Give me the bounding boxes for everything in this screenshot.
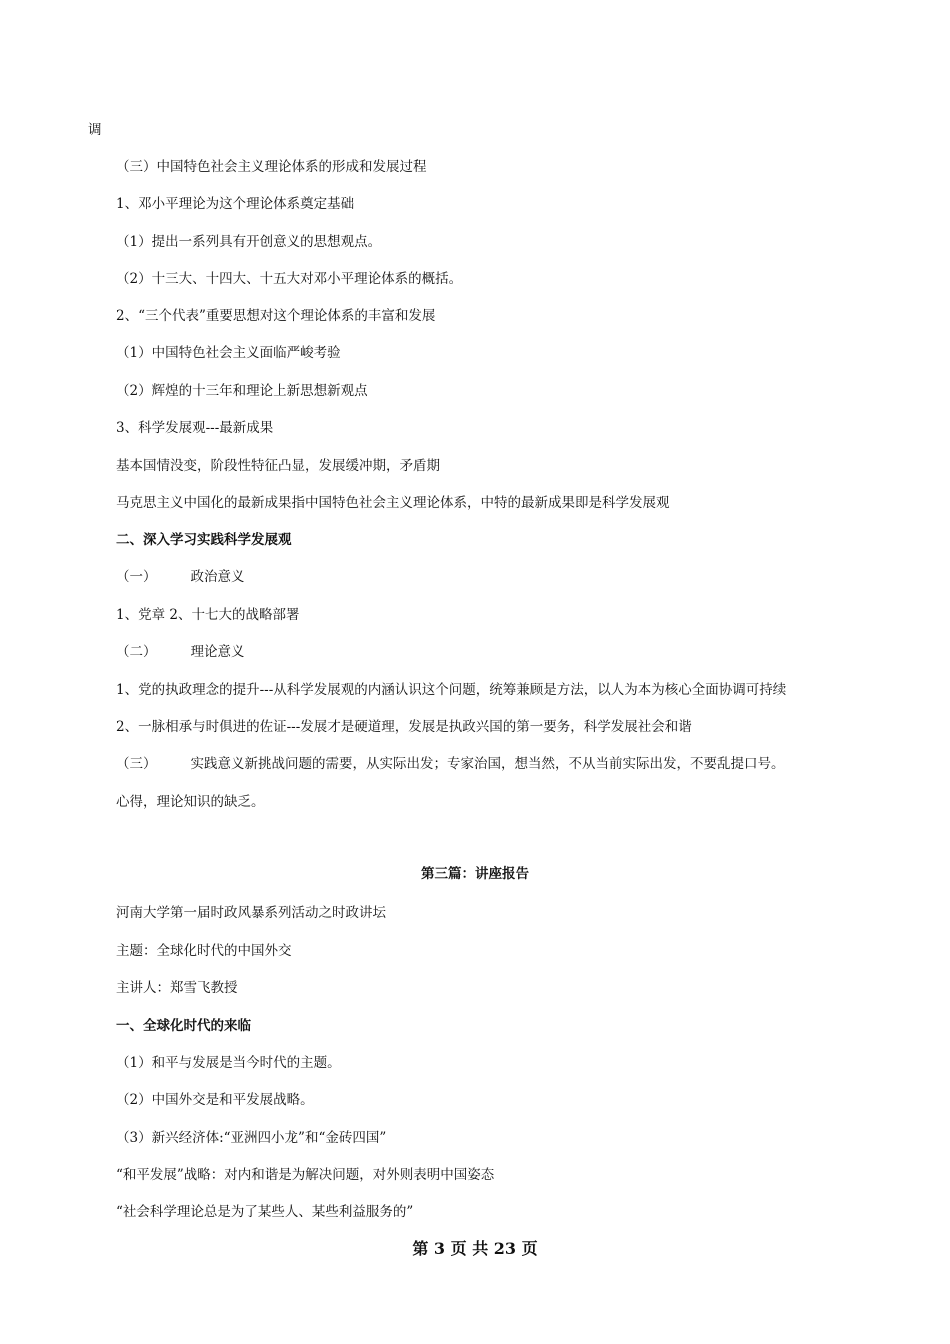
text-line: （3）新兴经济体:“亚洲四小龙”和“金砖四国” [116, 1130, 387, 1146]
section-heading: 一、全球化时代的来临 [116, 1018, 251, 1034]
text-line: （三）中国特色社会主义理论体系的形成和发展过程 [116, 159, 427, 175]
list-marker: （一） [116, 569, 157, 585]
list-marker: （三） [116, 756, 157, 772]
text-line [116, 643, 245, 661]
text-line: “和平发展”战略：对内和谐是为解决问题，对外则表明中国姿态 [116, 1167, 495, 1183]
text-line: 心得，理论知识的缺乏。 [116, 794, 265, 810]
text-line: 3、科学发展观---最新成果 [116, 420, 274, 436]
text-line: （2）十三大、十四大、十五大对邓小平理论体系的概括。 [116, 271, 463, 287]
text-line: 主题：全球化时代的中国外交 [116, 943, 292, 959]
text-line: （1）中国特色社会主义面临严峻考验 [116, 345, 341, 361]
page-footer: 第 3 页 共 23 页 [412, 1239, 538, 1258]
text-line: （2）辉煌的十三年和理论上新思想新观点 [116, 383, 368, 399]
list-text: 理论意义 [190, 644, 245, 660]
text-line: 河南大学第一届时政风暴系列活动之时政讲坛 [116, 905, 386, 921]
text-line: （1）提出一系列具有开创意义的思想观点。 [116, 234, 382, 250]
list-text: 政治意义 [190, 569, 245, 585]
list-text: 实践意义新挑战问题的需要，从实际出发；专家治国，想当然，不从当前实际出发，不要乱提口号。 [190, 756, 785, 772]
section-title: 第三篇：讲座报告 [421, 866, 529, 882]
text-line: 1、党的执政理念的提升---从科学发展观的内涵认识这个问题，统筹兼顾是方法，以人为本为核心全面协调可持续 [116, 682, 787, 698]
text-line: 1、党章 2、十七大的战略部署 [116, 607, 300, 623]
text-line: 主讲人：郑雪飞教授 [116, 980, 238, 996]
text-line: 2、“三个代表”重要思想对这个理论体系的丰富和发展 [116, 308, 436, 324]
section-heading: 二、深入学习实践科学发展观 [116, 532, 292, 548]
text-line: 2、一脉相承与时俱进的佐证---发展才是硬道理，发展是执政兴国的第一要务，科学发展社会和谐 [116, 719, 692, 735]
text-line: （1）和平与发展是当今时代的主题。 [116, 1055, 341, 1071]
text-line: 马克思主义中国化的最新成果指中国特色社会主义理论体系，中特的最新成果即是科学发展观 [116, 495, 670, 511]
text-line [116, 568, 245, 586]
text-line [116, 755, 785, 773]
text-line: “社会科学理论总是为了某些人、某些利益服务的” [116, 1204, 414, 1220]
text-line: 调 [88, 122, 102, 138]
list-marker: （二） [116, 644, 157, 660]
text-line: 1、邓小平理论为这个理论体系奠定基础 [116, 196, 355, 212]
text-line: （2）中国外交是和平发展战略。 [116, 1092, 314, 1108]
text-line: 基本国情没变，阶段性特征凸显，发展缓冲期，矛盾期 [116, 458, 440, 474]
